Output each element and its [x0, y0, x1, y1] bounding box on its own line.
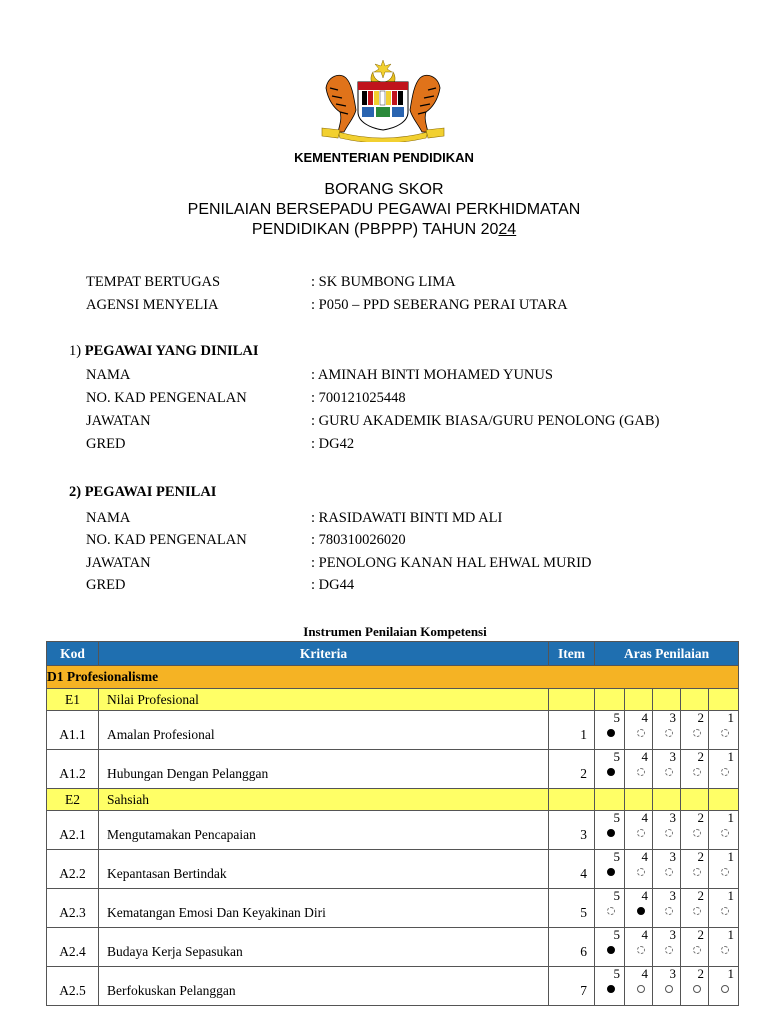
rating-cell-3: [653, 850, 681, 889]
table-row: [47, 750, 739, 789]
rating-score-label: 3: [669, 849, 676, 864]
rating-radio-5[interactable]: [607, 768, 615, 776]
domain-label: D1 Profesionalisme: [47, 666, 739, 689]
rating-radio-2[interactable]: [693, 729, 701, 737]
rating-score-label: 1: [727, 710, 735, 725]
appraisee-grade-value: : DG42: [311, 436, 355, 452]
rating-cell-2: [681, 928, 709, 967]
rating-score-label: 4: [641, 749, 648, 764]
rating-cell-5: [595, 750, 625, 789]
rating-cell-1: [709, 711, 739, 750]
rating-cell-3: [653, 750, 681, 789]
rating-radio-3[interactable]: [665, 985, 673, 993]
title-line-3: [0, 220, 768, 240]
section-2-heading: [69, 484, 216, 501]
rating-cell-3: [653, 967, 681, 1006]
item-number: 1: [549, 711, 595, 750]
appraisee-ic-value: : 700121025448: [311, 390, 406, 406]
rating-score-label: 1: [727, 927, 735, 942]
group-item-cell: [549, 689, 595, 711]
criterion-code: A2.3: [47, 889, 99, 928]
rating-score-label: 4: [641, 810, 648, 825]
appraisee-grade-label: GRED: [86, 436, 126, 452]
rating-cell-2: [681, 850, 709, 889]
agency-label: AGENSI MENYELIA: [86, 297, 219, 313]
rating-score-label: 5: [613, 888, 620, 903]
rating-score-label: 5: [613, 749, 620, 764]
rating-radio-2[interactable]: [693, 829, 701, 837]
rating-score-label: 5: [613, 849, 620, 864]
criterion-code: A2.1: [47, 811, 99, 850]
appraiser-grade-label: GRED: [86, 577, 126, 593]
group-scale-cell: [709, 689, 739, 711]
rating-score-label: 4: [641, 710, 648, 725]
appraisee-ic-label: NO. KAD PENGENALAN: [86, 390, 247, 406]
rating-score-label: 2: [697, 927, 704, 942]
rating-radio-2[interactable]: [693, 768, 701, 776]
rating-radio-4[interactable]: [637, 768, 645, 776]
rating-radio-4[interactable]: [637, 985, 645, 993]
competency-table: [46, 641, 739, 1006]
group-scale-cell: [625, 689, 653, 711]
group-scale-cell: [625, 789, 653, 811]
group-scale-cell: [653, 789, 681, 811]
appraiser-grade-value: : DG44: [311, 577, 355, 593]
rating-cell-4: [625, 850, 653, 889]
criterion-name: Mengutamakan Pencapaian: [99, 811, 549, 850]
group-row: [47, 789, 739, 811]
rating-cell-1: [709, 967, 739, 1006]
rating-radio-4[interactable]: [637, 907, 645, 915]
rating-score-label: 4: [641, 888, 648, 903]
appraiser-name-value: : RASIDAWATI BINTI MD ALI: [311, 510, 503, 526]
appraisee-post-value: : GURU AKADEMIK BIASA/GURU PENOLONG (GAB): [311, 413, 660, 429]
col-header-aras: Aras Penilaian: [595, 642, 739, 666]
rating-score-label: 3: [669, 888, 676, 903]
rating-cell-5: [595, 889, 625, 928]
section-1-number: 1): [69, 343, 82, 359]
rating-score-label: 4: [641, 966, 648, 981]
item-number: 2: [549, 750, 595, 789]
rating-radio-5[interactable]: [607, 829, 615, 837]
rating-cell-2: [681, 889, 709, 928]
rating-cell-4: [625, 811, 653, 850]
table-row: [47, 711, 739, 750]
col-header-kriteria: Kriteria: [99, 642, 549, 666]
title-year-underlined: 24: [498, 221, 517, 238]
agency-value: : P050 – PPD SEBERANG PERAI UTARA: [311, 297, 568, 313]
rating-cell-1: [709, 889, 739, 928]
criterion-name: Amalan Profesional: [99, 711, 549, 750]
title-line-1: BORANG SKOR: [324, 181, 444, 198]
rating-score-label: 3: [669, 810, 676, 825]
criterion-name: Berfokuskan Pelanggan: [99, 967, 549, 1006]
rating-score-label: 3: [669, 927, 676, 942]
group-scale-cell: [595, 689, 625, 711]
rating-radio-4[interactable]: [637, 868, 645, 876]
rating-score-label: 2: [697, 810, 704, 825]
item-number: 6: [549, 928, 595, 967]
rating-score-label: 1: [727, 849, 735, 864]
rating-score-label: 2: [697, 749, 704, 764]
criterion-name: Budaya Kerja Sepasukan: [99, 928, 549, 967]
rating-score-label: 2: [697, 710, 704, 725]
group-scale-cell: [595, 789, 625, 811]
rating-score-label: 2: [697, 888, 704, 903]
col-header-kod: Kod: [47, 642, 99, 666]
criterion-code: A2.2: [47, 850, 99, 889]
item-number: 4: [549, 850, 595, 889]
rating-radio-1[interactable]: [721, 729, 729, 737]
rating-cell-1: [709, 750, 739, 789]
rating-cell-2: [681, 750, 709, 789]
group-code: E1: [47, 689, 99, 711]
table-caption: Instrumen Penilaian Kompetensi: [303, 624, 487, 639]
appraiser-name-label: NAMA: [86, 510, 131, 526]
group-code: E2: [47, 789, 99, 811]
group-label: Nilai Profesional: [99, 689, 549, 711]
section-1-title: PEGAWAI YANG DINILAI: [84, 343, 259, 359]
rating-radio-3[interactable]: [665, 868, 673, 876]
rating-score-label: 5: [613, 810, 620, 825]
rating-radio-5[interactable]: [607, 729, 615, 737]
rating-cell-1: [709, 850, 739, 889]
table-row: [47, 967, 739, 1006]
group-row: [47, 689, 739, 711]
rating-cell-2: [681, 967, 709, 1006]
form-title: [0, 180, 768, 240]
rating-radio-5[interactable]: [607, 907, 615, 915]
criterion-code: A1.2: [47, 750, 99, 789]
rating-cell-2: [681, 711, 709, 750]
appraisee-name-value: : AMINAH BINTI MOHAMED YUNUS: [311, 367, 553, 383]
rating-cell-5: [595, 811, 625, 850]
rating-radio-3[interactable]: [665, 946, 673, 954]
table-row: [47, 928, 739, 967]
rating-radio-1[interactable]: [721, 946, 729, 954]
appraisee-post-label: JAWATAN: [86, 413, 151, 429]
rating-score-label: 4: [641, 849, 648, 864]
rating-score-label: 1: [727, 810, 735, 825]
group-scale-cell: [653, 689, 681, 711]
rating-radio-3[interactable]: [665, 729, 673, 737]
rating-radio-1[interactable]: [721, 768, 729, 776]
group-scale-cell: [681, 689, 709, 711]
rating-score-label: 1: [727, 749, 735, 764]
rating-cell-3: [653, 889, 681, 928]
appraiser-post-value: : PENOLONG KANAN HAL EHWAL MURID: [311, 555, 592, 571]
rating-radio-2[interactable]: [693, 946, 701, 954]
appraisee-name-label: NAMA: [86, 367, 131, 383]
rating-score-label: 3: [669, 749, 676, 764]
item-number: 5: [549, 889, 595, 928]
rating-score-label: 1: [727, 888, 735, 903]
jata-negara-crest-icon: [318, 58, 448, 142]
group-scale-cell: [681, 789, 709, 811]
rating-radio-5[interactable]: [607, 985, 615, 993]
group-label: Sahsiah: [99, 789, 549, 811]
rating-radio-1[interactable]: [721, 985, 729, 993]
table-row: [47, 811, 739, 850]
rating-score-label: 3: [669, 710, 676, 725]
rating-radio-2[interactable]: [693, 985, 701, 993]
item-number: 7: [549, 967, 595, 1006]
rating-score-label: 4: [641, 927, 648, 942]
rating-radio-2[interactable]: [693, 907, 701, 915]
rating-radio-4[interactable]: [637, 729, 645, 737]
rating-radio-5[interactable]: [607, 868, 615, 876]
rating-cell-4: [625, 928, 653, 967]
rating-score-label: 3: [669, 966, 676, 981]
title-line-3-text: PENDIDIKAN (PBPPP) TAHUN 20: [251, 221, 499, 238]
group-scale-cell: [709, 789, 739, 811]
rating-radio-5[interactable]: [607, 946, 615, 954]
rating-cell-1: [709, 928, 739, 967]
criterion-code: A1.1: [47, 711, 99, 750]
rating-radio-1[interactable]: [721, 907, 729, 915]
table-header-row: [47, 642, 739, 666]
rating-score-label: 1: [727, 966, 735, 981]
rating-cell-4: [625, 889, 653, 928]
domain-row: [47, 666, 739, 689]
appraiser-ic-label: NO. KAD PENGENALAN: [86, 532, 247, 548]
rating-cell-3: [653, 811, 681, 850]
criterion-code: A2.4: [47, 928, 99, 967]
criterion-name: Kepantasan Bertindak: [99, 850, 549, 889]
rating-radio-3[interactable]: [665, 907, 673, 915]
rating-cell-1: [709, 811, 739, 850]
table-row: [47, 889, 739, 928]
rating-score-label: 5: [613, 927, 620, 942]
group-item-cell: [549, 789, 595, 811]
criterion-name: Hubungan Dengan Pelanggan: [99, 750, 549, 789]
rating-radio-4[interactable]: [637, 946, 645, 954]
rating-score-label: 5: [613, 710, 620, 725]
rating-radio-1[interactable]: [721, 868, 729, 876]
rating-cell-5: [595, 850, 625, 889]
ministry-name: KEMENTERIAN PENDIDIKAN: [294, 150, 474, 165]
rating-cell-5: [595, 928, 625, 967]
title-line-2: PENILAIAN BERSEPADU PEGAWAI PERKHIDMATAN: [187, 201, 581, 218]
rating-radio-3[interactable]: [665, 829, 673, 837]
table-row: [47, 850, 739, 889]
rating-cell-3: [653, 928, 681, 967]
rating-cell-5: [595, 967, 625, 1006]
workplace-label: TEMPAT BERTUGAS: [86, 274, 221, 290]
rating-radio-2[interactable]: [693, 868, 701, 876]
rating-cell-3: [653, 711, 681, 750]
rating-radio-3[interactable]: [665, 768, 673, 776]
rating-cell-4: [625, 967, 653, 1006]
criterion-code: A2.5: [47, 967, 99, 1006]
item-number: 3: [549, 811, 595, 850]
criterion-name: Kematangan Emosi Dan Keyakinan Diri: [99, 889, 549, 928]
rating-radio-1[interactable]: [721, 829, 729, 837]
appraiser-post-label: JAWATAN: [86, 555, 151, 571]
section-1-heading: [69, 343, 259, 360]
rating-score-label: 5: [613, 966, 620, 981]
rating-radio-4[interactable]: [637, 829, 645, 837]
appraiser-ic-value: : 780310026020: [311, 532, 406, 548]
col-header-item: Item: [549, 642, 595, 666]
rating-cell-5: [595, 711, 625, 750]
section-2-title: 2) PEGAWAI PENILAI: [69, 484, 217, 500]
rating-cell-4: [625, 750, 653, 789]
rating-score-label: 2: [697, 849, 704, 864]
workplace-value: : SK BUMBONG LIMA: [311, 274, 456, 290]
rating-score-label: 2: [697, 966, 704, 981]
rating-cell-4: [625, 711, 653, 750]
rating-cell-2: [681, 811, 709, 850]
